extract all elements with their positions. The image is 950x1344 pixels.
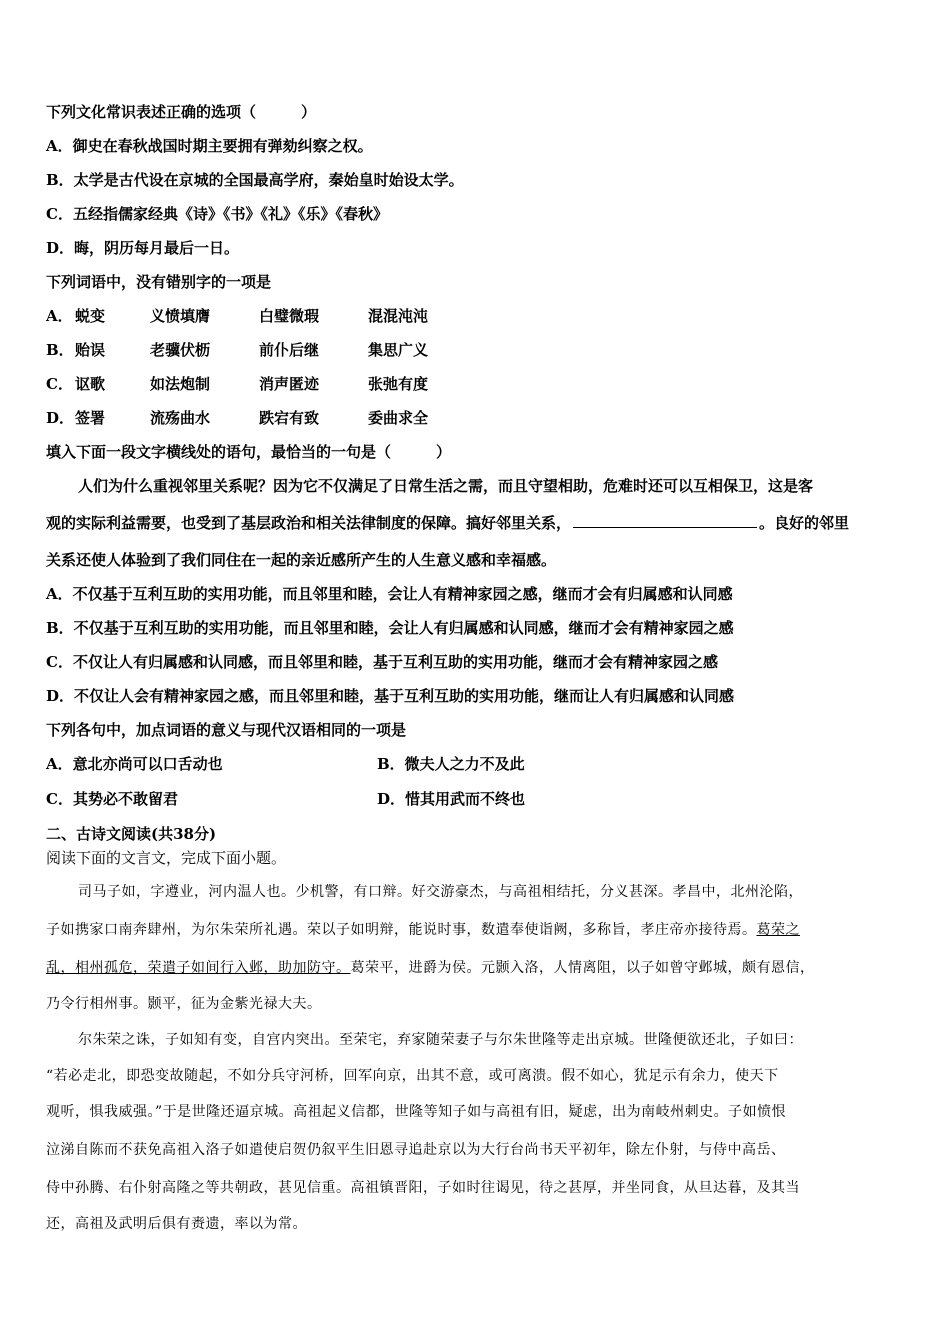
- question-3-option-d: D．不仅让人会有精神家园之感，而且邻里和睦，基于互利互助的实用功能，继而让人有归属感和认同感: [46, 687, 735, 705]
- question-1-option-c: C．五经指儒家经典《诗》《书》《礼》《乐》《春秋》: [46, 205, 388, 223]
- option-word: 签署: [75, 409, 106, 427]
- fill-in-blank: [573, 513, 757, 528]
- underlined-text: 葛荣之: [756, 922, 800, 938]
- passage-line: 还，高祖及武明后俱有赉遗，率以为常。: [46, 1216, 307, 1232]
- passage-line: 司马子如，字遵业，河内温人也。少机警，有口辩。好交游豪杰，与高祖相结托，分义甚深。孝昌中，北州沦陷，: [78, 884, 803, 900]
- section-title: 二、古诗文阅读(共38分): [46, 825, 217, 843]
- question-4-option-c: C．其势必不敢留君: [46, 790, 178, 808]
- underlined-text: 乱，相州孤危，荣遣子如间行入邺，助加防守。: [46, 960, 351, 976]
- option-word: 集思广义: [368, 341, 429, 359]
- option-word: 白璧微瑕: [259, 307, 320, 325]
- passage-text: 子如携家口南奔肆州，为尔朱荣所礼遇。荣以子如明辩，能说时事，数遣奉使诣阙，多称旨，孝庄帝亦接待焉。: [46, 922, 757, 938]
- passage-line: 泣涕自陈而不获免高祖入洛子如遣使启贺仍叙平生旧恩寻追赴京以为大行台尚书天平初年，除左仆射，与侍中高岳、: [46, 1142, 786, 1158]
- option-word: 义愤填膺: [150, 307, 211, 325]
- option-label: C．: [46, 375, 73, 393]
- passage-line: 观听，惧我威强。”于是世隆还逼京城。高祖起义信都，世隆等知子如与高祖有旧，疑虑，出为南岐州刺史。子如愤恨: [46, 1104, 787, 1120]
- option-word: 老骥伏枥: [150, 341, 211, 359]
- passage-line: [46, 513, 849, 533]
- passage-text: 观的实际利益需要，也受到了基层政治和相关法律制度的保障。搞好邻里关系，: [46, 514, 572, 532]
- option-word: 张弛有度: [368, 375, 429, 393]
- option-word: 委曲求全: [368, 409, 429, 427]
- passage-text: 葛荣平，进爵为侯。元颢入洛，人情离阻，以子如曾守邺城，颇有恩信，: [350, 960, 815, 976]
- option-label: D．: [46, 409, 75, 427]
- option-label: B．: [46, 341, 74, 359]
- question-1-option-d: D．晦，阴历每月最后一日。: [46, 239, 240, 257]
- passage-line: 侍中孙腾、右仆射高隆之等共朝政，甚见信重。高祖镇晋阳，子如时往谒见，待之甚厚，并坐同食，从旦达暮，及其当: [46, 1180, 800, 1196]
- option-label: A．: [46, 307, 73, 325]
- passage-line: 人们为什么重视邻里关系呢？因为它不仅满足了日常生活之需，而且守望相助，危难时还可以互相保卫，这是客: [78, 477, 814, 495]
- question-4-option-b: B．微夫人之力不及此: [377, 755, 525, 773]
- passage-line: [46, 920, 800, 940]
- option-word: 如法炮制: [150, 375, 211, 393]
- option-word: 流殇曲水: [150, 409, 211, 427]
- question-4-option-a: A．意北亦尚可以口舌动也: [46, 755, 223, 773]
- option-word: 消声匿迹: [259, 375, 320, 393]
- passage-text: 。良好的邻里: [759, 514, 850, 532]
- passage-line: [46, 958, 815, 978]
- question-1-option-b: B．太学是古代设在京城的全国最高学府，秦始皇时始设太学。: [46, 171, 464, 189]
- passage-line: “若必走北，即恐变故随起，不如分兵守河桥，回军向京，出其不意，或可离溃。假不如心，犹足示有余力，使天下: [46, 1068, 779, 1084]
- passage-line: 尔朱荣之诛，子如知有变，自宫内突出。至荣宅，弃家随荣妻子与尔朱世隆等走出京城。世隆便欲还北，子如曰：: [78, 1032, 803, 1048]
- question-1-option-a: A．御史在春秋战国时期主要拥有弹劾纠察之权。: [46, 137, 373, 155]
- question-4-stem: 下列各句中，加点词语的意义与现代汉语相同的一项是: [46, 721, 407, 739]
- section-instruction: 阅读下面的文言文，完成下面小题。: [46, 849, 287, 867]
- question-3-stem: 填入下面一段文字横线处的语句，最恰当的一句是（ ）: [46, 443, 452, 461]
- question-4-option-d: D．惜其用武而不终也: [377, 790, 526, 808]
- option-word: 混混沌沌: [368, 307, 429, 325]
- question-3-option-c: C．不仅让人有归属感和认同感，而且邻里和睦，基于互利互助的实用功能，继而才会有精神家园之感: [46, 653, 718, 671]
- option-word: 贻误: [75, 341, 106, 359]
- option-word: 前仆后继: [259, 341, 320, 359]
- question-1-stem: 下列文化常识表述正确的选项（ ）: [46, 103, 317, 121]
- question-3-option-b: B．不仅基于互利互助的实用功能，而且邻里和睦，会让人有归属感和认同感，继而才会有精神家园之感: [46, 619, 734, 637]
- passage-line: 关系还使人体验到了我们同住在一起的亲近感所产生的人生意义感和幸福感。: [46, 551, 557, 569]
- question-3-passage: [46, 476, 906, 576]
- option-word: 讴歌: [75, 375, 106, 393]
- question-2-stem: 下列词语中，没有错别字的一项是: [46, 273, 272, 291]
- option-word: 蜕变: [75, 307, 106, 325]
- question-3-option-a: A．不仅基于互利互助的实用功能，而且邻里和睦，会让人有精神家园之感，继而才会有归属感和认同感: [46, 585, 733, 603]
- option-word: 跌宕有致: [259, 409, 320, 427]
- passage-line: 乃令行相州事。颢平，征为金紫光禄大夫。: [46, 996, 322, 1012]
